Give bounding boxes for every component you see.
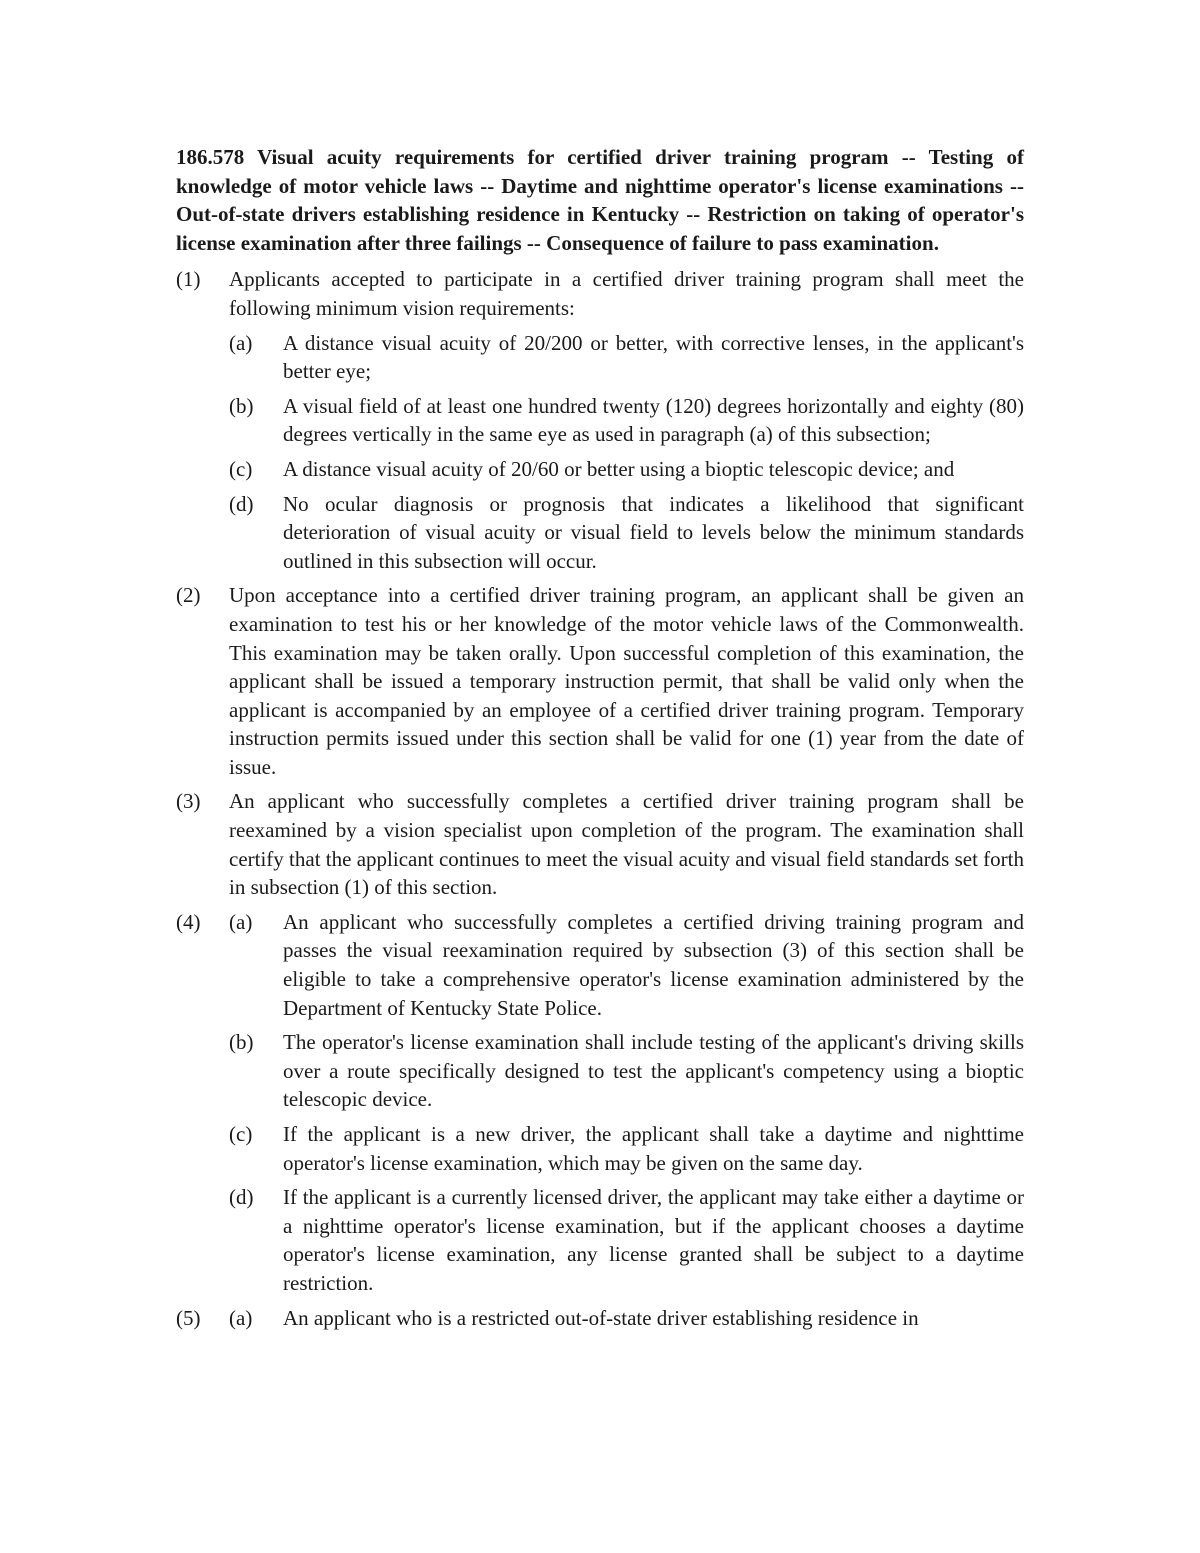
- section-heading: 186.578 Visual acuity requirements for certified driver training program -- Testing of knowledge of motor vehicle laws -- Daytime and nighttime operator's license examinations -- Out-of-state drivers establishing residence in Kentucky -- Restriction on taking of operator's license examination after three failings -- Consequence of failure to pass examination.: [176, 145, 1024, 255]
- paragraph-label: (c): [229, 456, 253, 481]
- paragraph-1c: [176, 455, 1024, 484]
- paragraph-1b: [176, 392, 1024, 449]
- paragraph-text: If the applicant is a currently licensed driver, the applicant may take either a daytime or a nighttime operator's license examination, but if the applicant chooses a daytime operator's license examination, any license granted shall be subject to a daytime restriction.: [283, 1185, 1024, 1295]
- paragraph-label: (c): [229, 1122, 253, 1146]
- paragraph-4a: [176, 908, 1024, 1022]
- paragraph-text: The operator's license examination shall include testing of the applicant's driving skills over a route specifically designed to test the applicant's competency using a bioptic telescopic device.: [283, 1030, 1024, 1112]
- subsection-text: Upon acceptance into a certified driver training program, an applicant shall be given an examination to test his or her knowledge of the motor vehicle laws of the Commonwealth. This examination may be taken orally. Upon successful completion of this examination, the applicant shall be issued a temporary instruction permit, that shall be valid only when the applicant is accompanied by an employee of a certified driver training program. Temporary instruction permits issued under this section shall be valid for one (1) year from the date of issue.: [229, 583, 1024, 779]
- subsection-number: (2): [176, 583, 201, 608]
- subsection-3: [176, 787, 1024, 901]
- paragraph-text: A distance visual acuity of 20/200 or better, with corrective lenses, in the applicant's better eye;: [283, 330, 1024, 384]
- subsection-1: [176, 265, 1024, 322]
- paragraph-text: No ocular diagnosis or prognosis that indicates a likelihood that significant deterioration of visual acuity or visual field to levels below the minimum standards outlined in this subsection will occur.: [283, 491, 1024, 573]
- paragraph-1d: [176, 490, 1024, 576]
- subsection-number: (5): [176, 1305, 201, 1330]
- paragraph-5a: [176, 1304, 1024, 1333]
- paragraph-label: (d): [229, 491, 254, 516]
- paragraph-4c: [176, 1120, 1024, 1177]
- paragraph-text: An applicant who successfully completes a certified driving training program and passes the visual reexamination required by subsection (3) of this section shall be eligible to take a comprehensive operator's license examination administered by the Department of Kentucky State Police.: [283, 909, 1024, 1020]
- subsection-number: (3): [176, 789, 201, 814]
- paragraph-label: (a): [229, 909, 253, 934]
- paragraph-4b: [176, 1028, 1024, 1114]
- paragraph-label: (d): [229, 1185, 254, 1210]
- document-page: [176, 143, 1024, 1338]
- paragraph-4d: [176, 1183, 1024, 1297]
- subsection-number: (4): [176, 909, 201, 934]
- paragraph-label: (b): [229, 1030, 254, 1055]
- paragraph-text: A visual field of at least one hundred twenty (120) degrees horizontally and eighty (80) degrees vertically in the same eye as used in paragraph (a) of this subsection;: [283, 393, 1024, 447]
- paragraph-text: A distance visual acuity of 20/60 or better using a bioptic telescopic device; and: [283, 456, 955, 481]
- paragraph-text: An applicant who is a restricted out-of-state driver establishing residence in: [283, 1305, 919, 1330]
- paragraph-label: (a): [229, 1305, 253, 1330]
- paragraph-1a: [176, 329, 1024, 386]
- paragraph-label: (b): [229, 393, 254, 418]
- paragraph-text: If the applicant is a new driver, the applicant shall take a daytime and nighttime operator's license examination, which may be given on the same day.: [283, 1122, 1024, 1175]
- subsection-number: (1): [176, 267, 201, 292]
- subsection-text: An applicant who successfully completes a certified driver training program shall be reexamined by a vision specialist upon completion of the program. The examination shall certify that the applicant continues to meet the visual acuity and visual field standards set forth in subsection (1) of this section.: [229, 789, 1024, 900]
- paragraph-label: (a): [229, 330, 253, 355]
- subsection-text: Applicants accepted to participate in a certified driver training program shall meet the following minimum vision requirements:: [229, 267, 1024, 320]
- subsection-2: [176, 581, 1024, 781]
